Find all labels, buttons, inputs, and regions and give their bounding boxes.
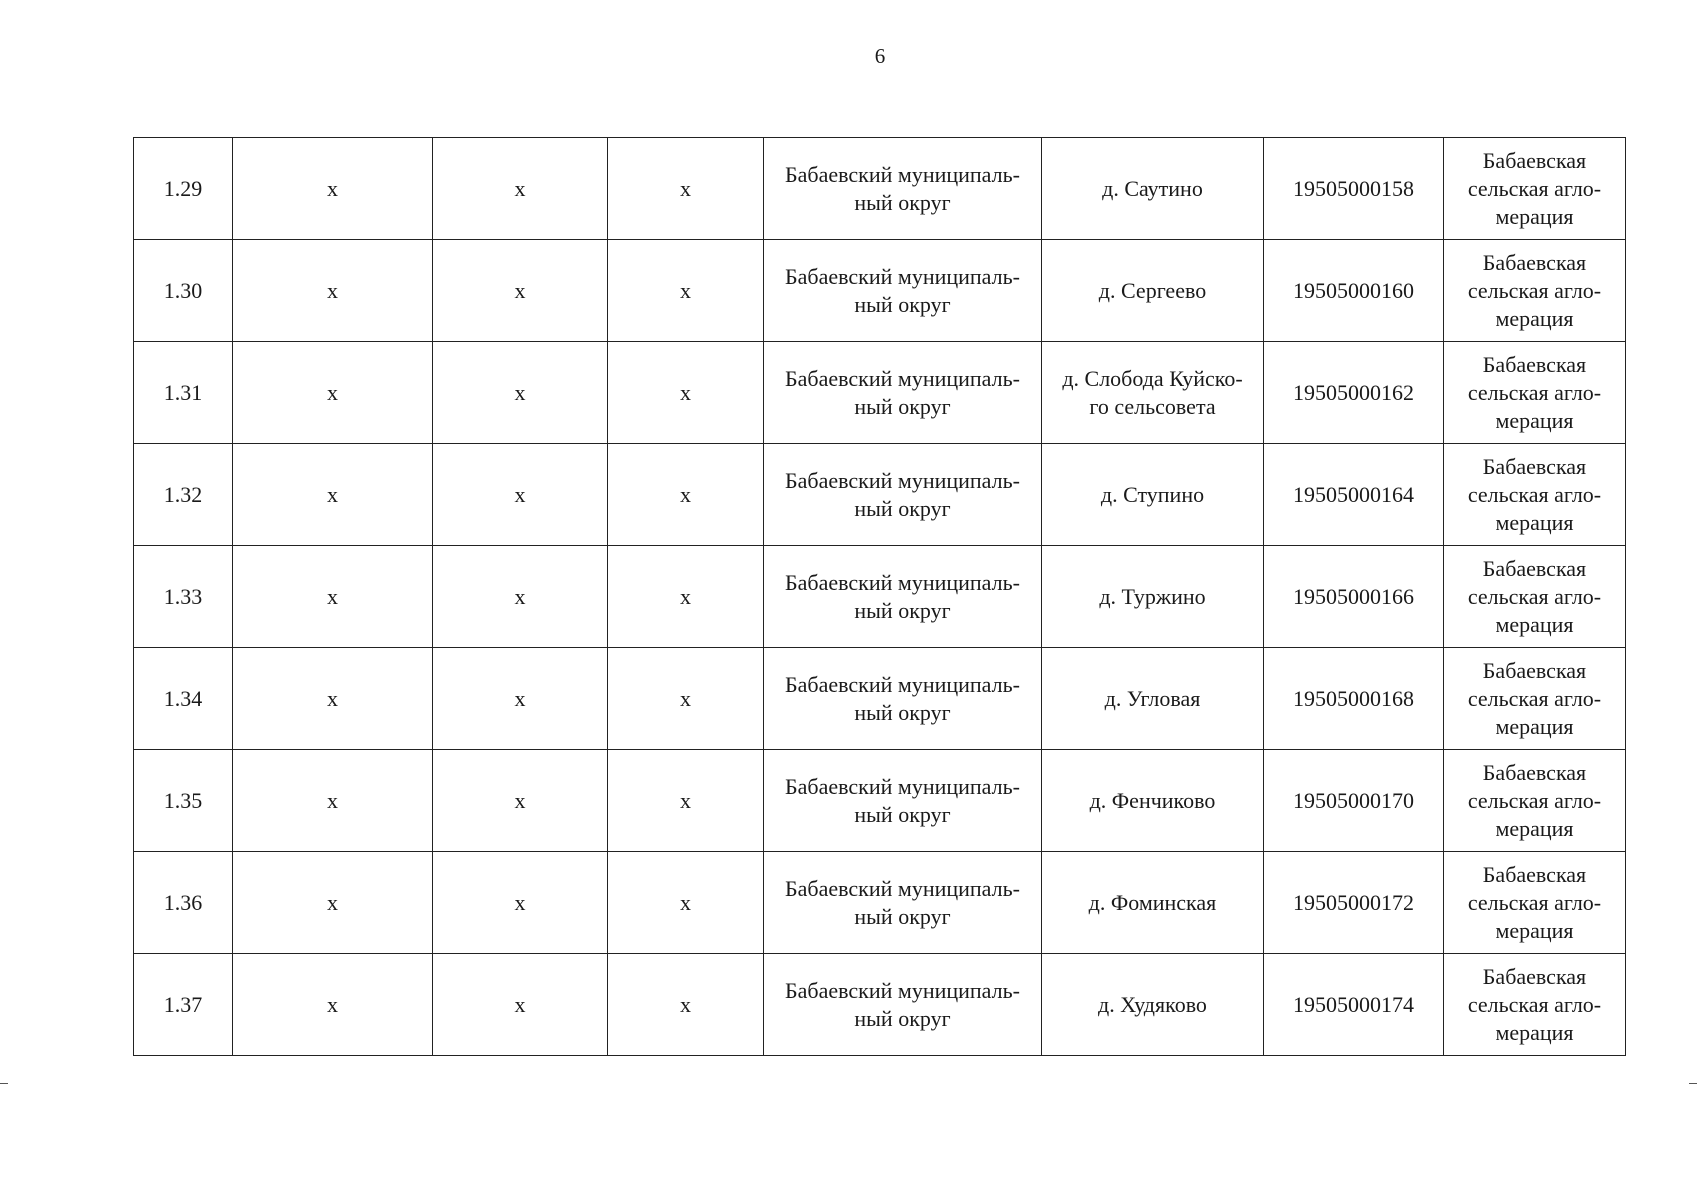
cell-oktmo-code-text: 19505000168 (1293, 685, 1414, 711)
cell-district-text: Бабаевский муниципаль- (785, 773, 1020, 799)
cell-col2 (433, 852, 608, 954)
cell-number-text: 1.36 (163, 889, 203, 915)
cell-col2 (433, 750, 608, 852)
cell-settlement-text: д. Слобода Куйско- (1062, 365, 1243, 391)
cell-agglomeration-text: мерация (1495, 509, 1574, 535)
cell-oktmo-code (1264, 648, 1444, 750)
cell-settlement (1042, 648, 1264, 750)
cell-number (134, 852, 233, 954)
cell-agglomeration (1444, 444, 1626, 546)
cell-col2 (433, 240, 608, 342)
cell-district (764, 138, 1042, 240)
cell-oktmo-code (1264, 444, 1444, 546)
cell-col1-text: х (327, 583, 338, 609)
cell-col3 (608, 444, 764, 546)
cell-col1-text: х (327, 685, 338, 711)
cell-settlement-text: д. Туржино (1099, 583, 1206, 609)
cell-number (134, 954, 233, 1056)
cell-oktmo-code (1264, 138, 1444, 240)
cell-col2 (433, 138, 608, 240)
cell-oktmo-code-text: 19505000164 (1293, 481, 1414, 507)
cell-agglomeration-text: Бабаевская (1482, 759, 1587, 785)
cell-oktmo-code (1264, 546, 1444, 648)
cell-district-text: ный округ (854, 699, 951, 725)
cell-number (134, 444, 233, 546)
cell-agglomeration-text: Бабаевская (1482, 555, 1587, 581)
cell-district-text: ный округ (854, 291, 951, 317)
cell-col1 (233, 648, 433, 750)
cell-col2-text: х (514, 991, 526, 1017)
cell-settlement-text: го сельсовета (1089, 393, 1216, 419)
cell-col3-text: х (680, 991, 691, 1017)
cell-col1 (233, 138, 433, 240)
cell-settlement-text: д. Худяково (1098, 991, 1207, 1017)
cell-col2-text: х (514, 889, 526, 915)
cell-agglomeration-text: мерация (1495, 305, 1574, 331)
cell-number (134, 750, 233, 852)
cell-district-text: ный округ (854, 189, 951, 215)
cell-district-text: Бабаевский муниципаль- (785, 161, 1020, 187)
page-number: 6 (874, 44, 886, 68)
cell-col1 (233, 546, 433, 648)
cell-col2 (433, 954, 608, 1056)
cell-col3 (608, 342, 764, 444)
cell-agglomeration (1444, 852, 1626, 954)
cell-district (764, 750, 1042, 852)
table-row (134, 648, 1626, 750)
cell-settlement (1042, 138, 1264, 240)
cell-number-text: 1.37 (163, 991, 203, 1017)
cell-col3-text: х (680, 787, 691, 813)
cell-settlement (1042, 240, 1264, 342)
cell-agglomeration-text: Бабаевская (1482, 453, 1587, 479)
cell-settlement-text: д. Угловая (1104, 685, 1201, 711)
cell-number (134, 240, 233, 342)
cell-district-text: Бабаевский муниципаль- (785, 875, 1020, 901)
cell-district (764, 852, 1042, 954)
cell-number-text: 1.34 (163, 685, 203, 711)
table-body (134, 138, 1626, 1056)
cell-col1-text: х (327, 991, 338, 1017)
cell-oktmo-code-text: 19505000166 (1293, 583, 1414, 609)
cell-col1-text: х (327, 379, 338, 405)
cell-col1 (233, 240, 433, 342)
cell-col2-text: х (514, 787, 526, 813)
cell-agglomeration-text: мерация (1495, 713, 1574, 739)
cell-agglomeration (1444, 342, 1626, 444)
cell-agglomeration-text: мерация (1495, 407, 1574, 433)
cell-settlement (1042, 546, 1264, 648)
cell-number (134, 138, 233, 240)
cell-oktmo-code-text: 19505000172 (1293, 889, 1414, 915)
table-row (134, 342, 1626, 444)
cell-agglomeration (1444, 750, 1626, 852)
cell-col3 (608, 648, 764, 750)
cell-settlement (1042, 750, 1264, 852)
cell-settlement-text: д. Фенчиково (1089, 787, 1216, 813)
cell-col1 (233, 444, 433, 546)
cell-agglomeration-text: сельская агло- (1467, 277, 1602, 303)
cell-agglomeration-text: мерация (1495, 815, 1574, 841)
cell-district-text: ный округ (854, 1005, 951, 1031)
settlements-table (133, 137, 1626, 1056)
cell-oktmo-code (1264, 954, 1444, 1056)
cell-oktmo-code-text: 19505000174 (1293, 991, 1414, 1017)
cell-col2 (433, 546, 608, 648)
cell-col1-text: х (327, 889, 338, 915)
cell-agglomeration-text: сельская агло- (1467, 583, 1602, 609)
cell-col3-text: х (680, 889, 691, 915)
cell-district-text: ный округ (854, 597, 951, 623)
cell-agglomeration-text: мерация (1495, 1019, 1574, 1045)
cell-oktmo-code (1264, 750, 1444, 852)
cell-agglomeration-text: Бабаевская (1482, 657, 1587, 683)
cell-agglomeration (1444, 138, 1626, 240)
table-row (134, 240, 1626, 342)
cell-number (134, 342, 233, 444)
cell-district-text: ный округ (854, 393, 951, 419)
cell-district (764, 342, 1042, 444)
cell-col1 (233, 342, 433, 444)
cell-agglomeration-text: сельская агло- (1467, 889, 1602, 915)
cell-number-text: 1.29 (163, 175, 203, 201)
table-row (134, 852, 1626, 954)
cell-number (134, 648, 233, 750)
cell-settlement-text: д. Ступино (1100, 481, 1205, 507)
table-row (134, 750, 1626, 852)
cell-agglomeration (1444, 240, 1626, 342)
cell-district-text: Бабаевский муниципаль- (785, 263, 1020, 289)
table-row (134, 138, 1626, 240)
cell-col3-text: х (680, 583, 691, 609)
cell-col3-text: х (680, 379, 691, 405)
cell-col2-text: х (514, 379, 526, 405)
cell-agglomeration-text: сельская агло- (1467, 991, 1602, 1017)
cell-col1-text: х (327, 277, 338, 303)
cell-settlement-text: д. Саутино (1102, 175, 1203, 201)
cell-district (764, 954, 1042, 1056)
cell-district-text: Бабаевский муниципаль- (785, 365, 1020, 391)
cell-agglomeration-text: мерация (1495, 917, 1574, 943)
cell-col3-text: х (680, 685, 691, 711)
table-row (134, 954, 1626, 1056)
cell-agglomeration-text: сельская агло- (1467, 685, 1602, 711)
cell-district (764, 648, 1042, 750)
cell-district (764, 546, 1042, 648)
cell-col3-text: х (680, 277, 691, 303)
cell-col1 (233, 750, 433, 852)
cell-col2-text: х (514, 583, 526, 609)
cell-district-text: Бабаевский муниципаль- (785, 977, 1020, 1003)
cell-col1-text: х (327, 787, 338, 813)
cell-district-text: ный округ (854, 495, 951, 521)
cell-settlement (1042, 444, 1264, 546)
cell-col3 (608, 138, 764, 240)
cell-settlement-text: д. Фоминская (1088, 889, 1217, 915)
cell-district-text: ный округ (854, 903, 951, 929)
cell-settlement-text: д. Сергеево (1098, 277, 1207, 303)
cell-col2-text: х (514, 175, 526, 201)
cell-agglomeration-text: Бабаевская (1482, 861, 1587, 887)
cell-number-text: 1.31 (163, 379, 203, 405)
cell-agglomeration-text: мерация (1495, 203, 1574, 229)
cell-agglomeration-text: сельская агло- (1467, 787, 1602, 813)
cell-oktmo-code-text: 19505000170 (1293, 787, 1414, 813)
cell-agglomeration-text: Бабаевская (1482, 963, 1587, 989)
cell-col3 (608, 750, 764, 852)
cell-number-text: 1.35 (163, 787, 203, 813)
cell-settlement (1042, 954, 1264, 1056)
cell-agglomeration-text: сельская агло- (1467, 175, 1602, 201)
cell-col3 (608, 852, 764, 954)
cell-col1-text: х (327, 175, 338, 201)
cell-col2-text: х (514, 481, 526, 507)
cell-district-text: Бабаевский муниципаль- (785, 467, 1020, 493)
cell-agglomeration-text: Бабаевская (1482, 351, 1587, 377)
cell-agglomeration-text: сельская агло- (1467, 481, 1602, 507)
cell-number-text: 1.30 (163, 277, 203, 303)
cell-col3 (608, 954, 764, 1056)
cell-col2-text: х (514, 685, 526, 711)
cell-oktmo-code-text: 19505000162 (1293, 379, 1414, 405)
cell-number-text: 1.33 (163, 583, 203, 609)
table-row (134, 444, 1626, 546)
cell-col2 (433, 648, 608, 750)
cell-agglomeration-text: Бабаевская (1482, 147, 1587, 173)
cell-oktmo-code (1264, 852, 1444, 954)
cell-col2 (433, 342, 608, 444)
cell-col3 (608, 240, 764, 342)
cell-agglomeration (1444, 954, 1626, 1056)
cell-col3-text: х (680, 481, 691, 507)
cell-district (764, 444, 1042, 546)
cell-number (134, 546, 233, 648)
cell-oktmo-code-text: 19505000160 (1293, 277, 1414, 303)
cell-col2-text: х (514, 277, 526, 303)
cell-col3-text: х (680, 175, 691, 201)
cell-number-text: 1.32 (163, 481, 203, 507)
cell-agglomeration-text: Бабаевская (1482, 249, 1587, 275)
cell-col1 (233, 852, 433, 954)
cell-district-text: ный округ (854, 801, 951, 827)
cell-agglomeration-text: сельская агло- (1467, 379, 1602, 405)
cell-col1 (233, 954, 433, 1056)
cell-oktmo-code (1264, 240, 1444, 342)
cell-settlement (1042, 852, 1264, 954)
cell-oktmo-code (1264, 342, 1444, 444)
table-row (134, 546, 1626, 648)
cell-agglomeration (1444, 546, 1626, 648)
cell-district-text: Бабаевский муниципаль- (785, 671, 1020, 697)
crop-mark-right (1689, 1083, 1697, 1084)
cell-district (764, 240, 1042, 342)
cell-oktmo-code-text: 19505000158 (1293, 175, 1414, 201)
cell-col2 (433, 444, 608, 546)
cell-agglomeration (1444, 648, 1626, 750)
cell-col3 (608, 546, 764, 648)
cell-col1-text: х (327, 481, 338, 507)
cell-settlement (1042, 342, 1264, 444)
crop-mark-left (0, 1083, 8, 1084)
cell-district-text: Бабаевский муниципаль- (785, 569, 1020, 595)
cell-agglomeration-text: мерация (1495, 611, 1574, 637)
